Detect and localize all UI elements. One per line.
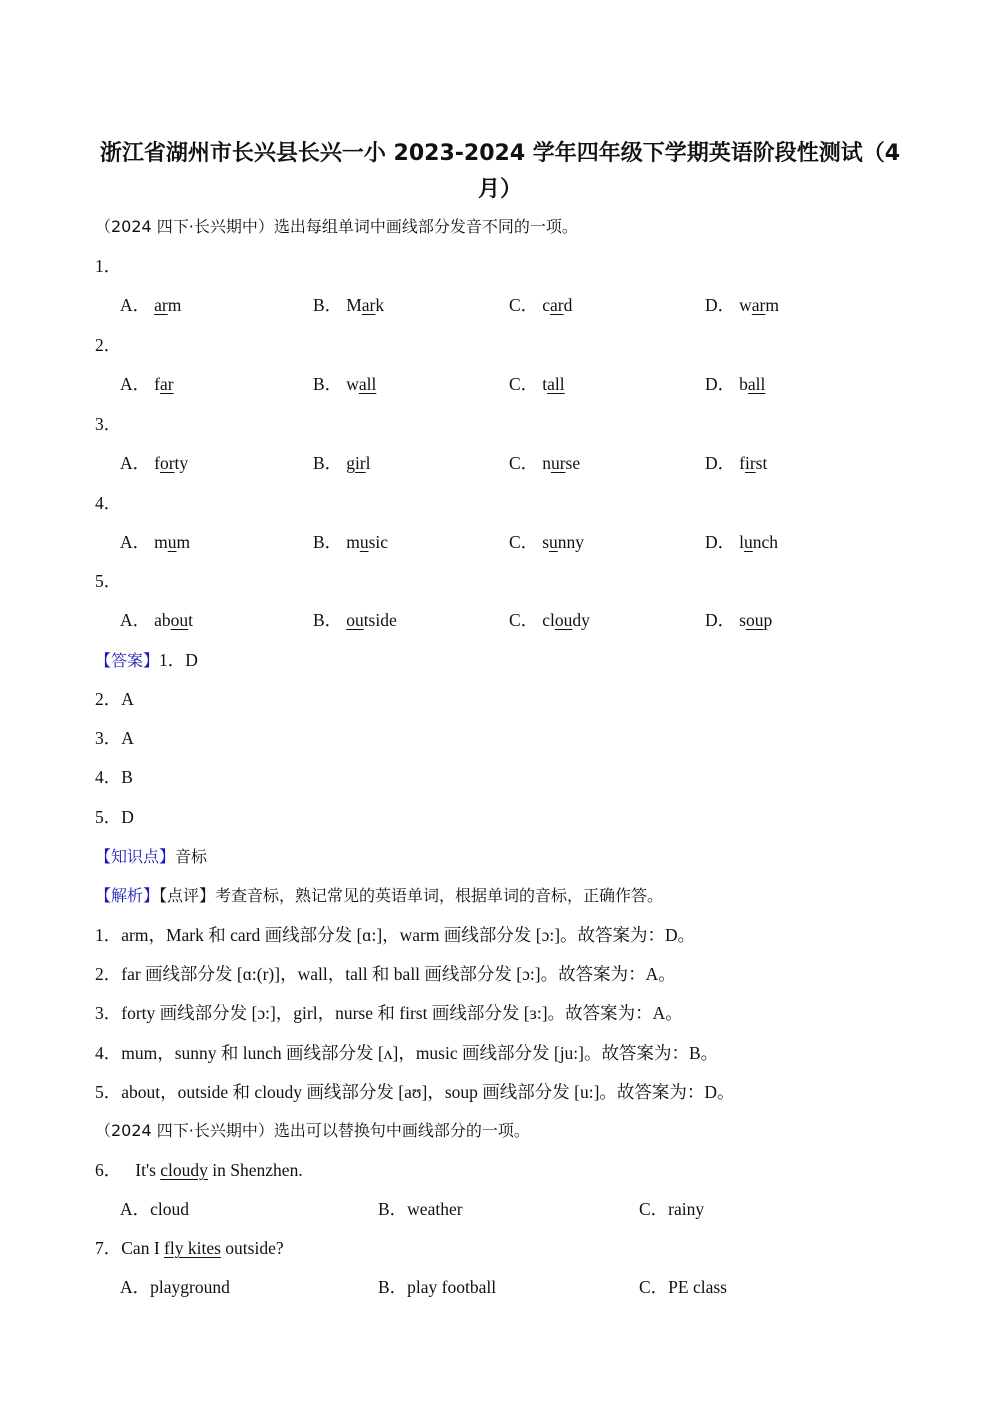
q1-option-d[interactable]	[705, 294, 779, 316]
option-text-pre: cl	[542, 610, 555, 630]
option-text-post: d	[563, 295, 573, 315]
option-text-underlined: ar	[361, 295, 376, 315]
analysis-line-5: 5．about，outside 和 cloudy 画线部分发 [aʊ]，soup 画线部分发 [u:]。故答案为：D。	[95, 1082, 735, 1102]
option-text-post: m	[176, 532, 191, 552]
answer-2: 2．A	[95, 689, 134, 709]
q5-option-c[interactable]	[509, 609, 590, 631]
option-text-underlined: ou	[554, 610, 573, 630]
option-text-post: st	[755, 453, 768, 473]
question-6-post: in Shenzhen.	[207, 1160, 303, 1180]
option-text-pre: b	[739, 374, 748, 394]
q1-option-a[interactable]	[120, 294, 181, 316]
q5-option-b[interactable]	[313, 609, 397, 631]
q5-option-d[interactable]	[705, 609, 772, 631]
option-letter: A．	[120, 374, 151, 394]
answer-line-1	[95, 649, 198, 672]
option-text-underlined: all	[358, 374, 377, 394]
option-letter: B．	[313, 374, 343, 394]
option-text-pre: w	[739, 295, 752, 315]
knowledge-text: 音标	[175, 847, 208, 866]
question-6	[95, 1159, 303, 1181]
option-text-post: nny	[557, 532, 584, 552]
option-letter: D．	[705, 295, 736, 315]
option-text-post: m	[765, 295, 780, 315]
option-text-pre: f	[739, 453, 745, 473]
question-1-number: 1．	[95, 256, 122, 276]
option-letter: B．	[313, 610, 343, 630]
option-letter: D．	[705, 453, 736, 473]
option-text-pre: f	[154, 374, 160, 394]
answer-1: 1．D	[159, 650, 198, 670]
q1-option-c[interactable]	[509, 294, 572, 316]
question-6-underlined: cloudy	[160, 1160, 208, 1180]
analysis-intro: 【点评】考查音标，熟记常见的英语单词，根据单词的音标，正确作答。	[159, 886, 664, 905]
option-text-underlined: ar	[159, 374, 174, 394]
section1-instruction: （2024 四下·长兴期中）选出每组单词中画线部分发音不同的一项。	[95, 217, 578, 236]
analysis-intro-line	[95, 884, 663, 907]
option-letter: A．	[120, 295, 151, 315]
q6-option-c[interactable]: C．rainy	[639, 1199, 705, 1219]
option-text-post: t	[188, 610, 194, 630]
option-text-post: tside	[363, 610, 397, 630]
option-text-underlined: ou	[745, 610, 764, 630]
option-text-underlined: u	[744, 532, 753, 552]
section2-instruction: （2024 四下·长兴期中）选出可以替换句中画线部分的一项。	[95, 1121, 530, 1140]
q3-option-c[interactable]	[509, 452, 580, 474]
knowledge-tag: 【知识点】	[95, 847, 176, 866]
option-text-underlined: ar	[154, 295, 168, 315]
question-3-number: 3．	[95, 414, 122, 434]
option-letter: D．	[705, 374, 736, 394]
option-text-pre: s	[542, 532, 549, 552]
question-5-number: 5．	[95, 571, 122, 591]
option-text-pre: l	[739, 532, 745, 552]
q6-option-a[interactable]: A．cloud	[120, 1199, 190, 1219]
q3-option-a[interactable]	[120, 452, 188, 474]
option-text-pre: s	[739, 610, 746, 630]
option-text-underlined: ir	[354, 453, 366, 473]
option-text-underlined: ar	[549, 295, 564, 315]
knowledge-point	[95, 845, 207, 868]
option-letter: B．	[313, 453, 343, 473]
q2-option-d[interactable]	[705, 373, 765, 395]
option-text-pre: f	[154, 453, 160, 473]
question-7	[95, 1237, 284, 1259]
answer-4: 4．B	[95, 767, 133, 787]
option-text-pre: M	[346, 295, 362, 315]
option-text-pre: m	[346, 532, 360, 552]
q5-option-a[interactable]	[120, 609, 193, 631]
q4-option-b[interactable]	[313, 531, 388, 553]
option-text-underlined: all	[547, 374, 565, 394]
answer-tag: 【答案】	[95, 651, 160, 670]
title-line-2: 月）	[477, 177, 522, 202]
option-text-underlined: ir	[744, 453, 756, 473]
q4-option-a[interactable]	[120, 531, 190, 553]
q7-option-a[interactable]: A．playground	[120, 1277, 230, 1297]
option-text-pre: w	[346, 374, 359, 394]
q2-option-a[interactable]	[120, 373, 174, 395]
question-7-underlined: fly kites	[164, 1238, 221, 1258]
q3-option-d[interactable]	[705, 452, 767, 474]
option-letter: C．	[509, 374, 539, 394]
answer-5: 5．D	[95, 807, 134, 827]
option-text-underlined: u	[167, 532, 177, 552]
option-text-post: l	[365, 453, 371, 473]
analysis-line-1: 1．arm，Mark 和 card 画线部分发 [ɑ:]，warm 画线部分发 [ɔ:]。故答案为：D。	[95, 925, 696, 945]
question-7-pre: Can I	[121, 1238, 165, 1258]
option-text-underlined: u	[549, 532, 558, 552]
option-letter: A．	[120, 610, 151, 630]
option-letter: B．	[313, 295, 343, 315]
option-text-pre: m	[154, 532, 168, 552]
question-2-number: 2．	[95, 335, 122, 355]
analysis-line-4: 4．mum，sunny 和 lunch 画线部分发 [ʌ]，music 画线部分发 [ju:]。故答案为：B。	[95, 1043, 719, 1063]
q4-option-d[interactable]	[705, 531, 778, 553]
analysis-line-3: 3．forty 画线部分发 [ɔ:]，girl，nurse 和 first 画线部分发 [ɜ:]。故答案为：A。	[95, 1003, 683, 1023]
option-letter: A．	[120, 453, 151, 473]
option-letter: C．	[509, 610, 539, 630]
option-letter: C．	[509, 453, 539, 473]
option-text-post: sic	[368, 532, 389, 552]
option-text-underlined: ou	[170, 610, 189, 630]
option-text-post: se	[565, 453, 581, 473]
question-6-number: 6．	[95, 1160, 122, 1180]
option-letter: B．	[313, 532, 343, 552]
q7-option-c[interactable]: C．PE class	[639, 1277, 727, 1297]
option-text-pre: t	[542, 374, 548, 394]
question-7-number: 7．	[95, 1238, 122, 1258]
option-text-underlined: or	[159, 453, 175, 473]
question-4-number: 4．	[95, 493, 122, 513]
option-letter: C．	[509, 532, 539, 552]
question-6-pre: It's	[135, 1160, 161, 1180]
q2-option-c[interactable]	[509, 373, 565, 395]
q3-option-b[interactable]	[313, 452, 371, 474]
q2-option-b[interactable]	[313, 373, 376, 395]
option-letter: A．	[120, 532, 151, 552]
analysis-tag: 【解析】	[95, 886, 160, 905]
option-text-pre: c	[542, 295, 550, 315]
q7-option-b[interactable]: B．play football	[378, 1277, 497, 1297]
option-text-post: dy	[572, 610, 590, 630]
option-text-post: nch	[752, 532, 779, 552]
question-7-post: outside?	[220, 1238, 284, 1258]
title-line-1: 浙江省湖州市长兴县长兴一小 2023-2024 学年四年级下学期英语阶段性测试（4	[99, 141, 901, 166]
option-text-underlined: ou	[346, 610, 364, 630]
option-letter: D．	[705, 610, 736, 630]
option-text-underlined: u	[359, 532, 369, 552]
option-text-pre: ab	[154, 610, 171, 630]
option-text-underlined: ar	[751, 295, 766, 315]
option-text-pre: g	[346, 453, 355, 473]
option-text-post: m	[167, 295, 182, 315]
option-letter: C．	[509, 295, 539, 315]
analysis-line-2: 2．far 画线部分发 [ɑ:(r)]，wall，tall 和 ball 画线部分发 [ɔ:]。故答案为：A。	[95, 964, 676, 984]
document-title	[80, 136, 920, 208]
q6-option-b[interactable]: B．weather	[378, 1199, 463, 1219]
option-text-post: p	[763, 610, 773, 630]
option-text-post: ty	[174, 453, 189, 473]
option-text-underlined: all	[747, 374, 766, 394]
answer-3: 3．A	[95, 728, 134, 748]
option-letter: D．	[705, 532, 736, 552]
option-text-pre: n	[542, 453, 551, 473]
option-text-underlined: ur	[550, 453, 566, 473]
q4-option-c[interactable]	[509, 531, 584, 553]
q1-option-b[interactable]	[313, 294, 384, 316]
option-text-post: k	[375, 295, 385, 315]
